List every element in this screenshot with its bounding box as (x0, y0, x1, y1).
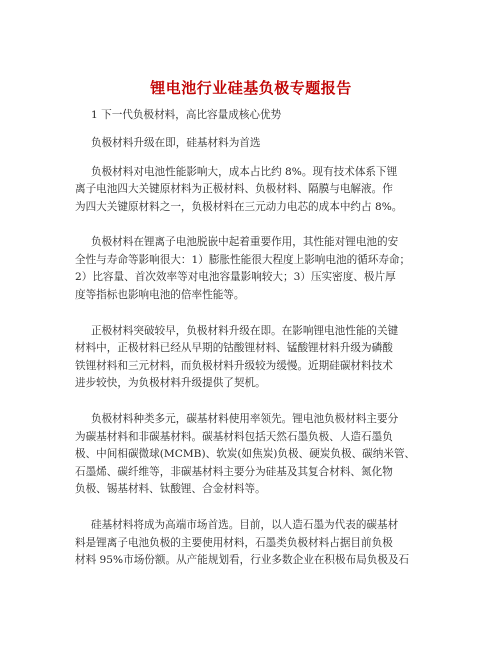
document-title: 锂电池行业硅基负极专题报告 (150, 79, 352, 97)
paragraph-line: 极、中间相碳微球(MCMB)、软炭(如焦炭)负极、硬炭负极、碳纳米管、 (75, 448, 416, 460)
section-heading: 1 下一代负极材料，高比容量成核心优势 (91, 109, 282, 121)
paragraph-line: 为碳基材料和非碳基材料。碳基材料包括天然石墨负极、人造石墨负 (75, 431, 393, 443)
paragraph-line: 进步较快，为负极材料升级提供了契机。 (75, 377, 266, 389)
subsection-heading: 负极材料升级在即，硅基材料为首选 (91, 137, 261, 149)
paragraph-line: 离子电池四大关键原材料为正极材料、负极材料、隔膜与电解液。作 (75, 183, 393, 195)
paragraph-line: 材料 95%市场份额。从产能规划看，行业多数企业在积极布局负极及石 (75, 554, 410, 566)
paragraph-line: 石墨烯、碳纤维等，非碳基材料主要分为硅基及其复合材料、氮化物 (75, 466, 393, 478)
paragraph-line: 负极材料对电池性能影响大，成本占比约 8%。现有技术体系下锂 (91, 166, 398, 178)
paragraph-line: 料是锂离子电池负极的主要使用材料，石墨类负极材料占据目前负极 (75, 537, 393, 549)
paragraph-line: 负极、锡基材料、钛酸锂、合金材料等。 (75, 483, 266, 495)
paragraph-line: 铁锂材料和三元材料，而负极材料升级较为缓慢。近期硅碳材料技术 (75, 360, 393, 372)
paragraph-line: 硅基材料将成为高端市场首选。目前，以人造石墨为代表的碳基材 (91, 519, 399, 531)
paragraph-line: 材料中，正极材料已经从早期的钴酸锂材料、锰酸锂材料升级为磷酸 (75, 342, 393, 354)
paragraph-line: 负极材料种类多元，碳基材料使用率领先。锂电池负极材料主要分 (91, 413, 399, 425)
paragraph-line: 负极材料在锂离子电池脱嵌中起着重要作用，其性能对锂电池的安 (91, 236, 399, 248)
paragraph-line: 为四大关键原材料之一，负极材料在三元动力电芯的成本中约占 8%。 (75, 201, 403, 213)
paragraph-line: 2）比容量、首次效率等对电池容量影响较大；3）压实密度、极片厚 (75, 271, 396, 283)
paragraph-line: 正极材料突破较早，负极材料升级在即。在影响锂电池性能的关键 (91, 325, 399, 337)
paragraph-line: 度等指标也影响电池的倍率性能等。 (75, 289, 245, 301)
paragraph-line: 全性与寿命等影响很大：1）膨胀性能很大程度上影响电池的循环寿命； (75, 254, 411, 266)
